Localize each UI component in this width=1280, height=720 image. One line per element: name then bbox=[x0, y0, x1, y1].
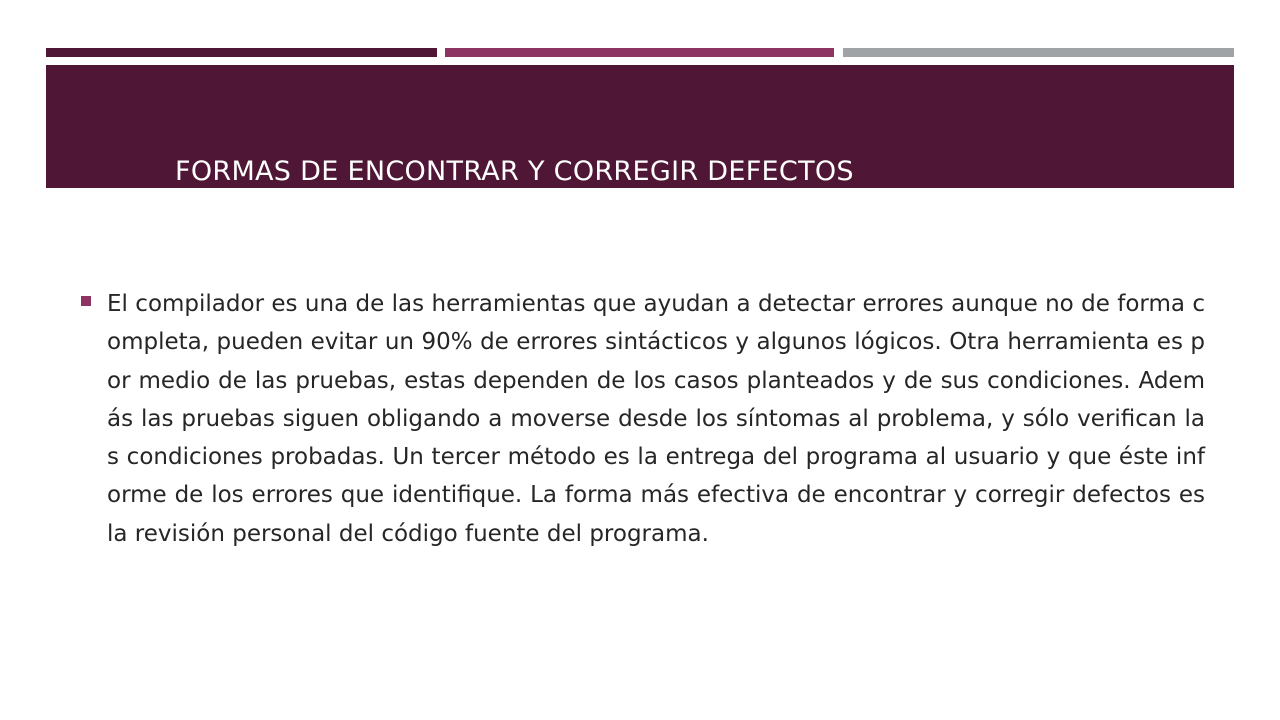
square-bullet-icon bbox=[81, 296, 91, 306]
slide-title: FORMAS DE ENCONTRAR Y CORREGIR DEFECTOS bbox=[175, 156, 854, 187]
accent-bar-dark bbox=[46, 48, 437, 57]
accent-bar-magenta bbox=[445, 48, 834, 57]
accent-bar-gray bbox=[843, 48, 1234, 57]
bullet-paragraph: El compilador es una de las herramientas que ayudan a detectar errores aunque no de forma completa, pueden evitar un 90% de errores sintácticos y algunos lógicos. Otra herramienta es por medio de las pruebas, estas dependen de los casos planteados y de sus condiciones. Además las pruebas siguen obligando a moverse desde los síntomas al problema, y sólo verifican las condiciones probadas. Un tercer método es la entrega del programa al usuario y que éste informe de los errores que identifique. La forma más efectiva de encontrar y corregir defectos es la revisión personal del código fuente del programa. bbox=[107, 291, 1205, 547]
